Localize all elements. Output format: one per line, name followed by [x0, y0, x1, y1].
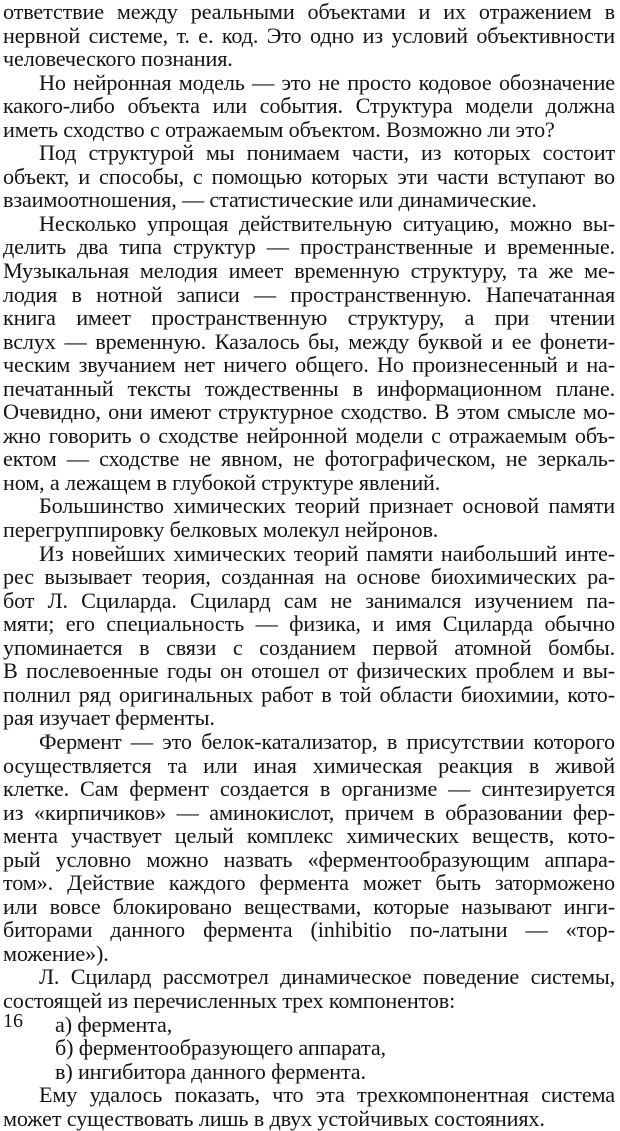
text-line: ектом — сходстве не явном, не фотографическом, не зеркаль-	[3, 446, 615, 472]
list-item: в) ингибитора данного фермента.	[55, 1058, 366, 1084]
text-line: бот Л. Сциларда. Сцилард сам не занимался изучением па-	[3, 587, 615, 613]
text-line: ческим звучанием нет ничего общего. Но произнесенный и на-	[3, 352, 615, 378]
text-line: В послевоенные годы он отошел от физических проблем и вы-	[3, 658, 615, 684]
text-line: клетке. Сам фермент создается в организме — синтезируется	[3, 776, 615, 802]
text-line: иметь сходство с отражаемым объектом. Возможно ли это?	[3, 116, 555, 142]
text-line: осуществляется та или иная химическая реакция в живой	[3, 752, 615, 778]
text-line: Под структурой мы понимаем части, из которых состоит	[39, 140, 615, 166]
text-line: печатанный тексты тождественны в информационном плане.	[3, 375, 615, 401]
text-line: может существовать лишь в двух устойчивых состояниях.	[3, 1105, 545, 1131]
text-line: рес вызывает теория, созданная на основе биохимических ра-	[3, 564, 615, 590]
text-line: какого-либо объекта или события. Структура модели должна	[3, 93, 615, 119]
text-line: объект, и способы, с помощью которых эти части вступают во	[3, 163, 615, 189]
text-line: биторами данного фермента (inhibitio по-латыни — «тор-	[3, 917, 615, 943]
text-line: Большинство химических теорий признает основой памяти	[39, 493, 615, 519]
text-line: рая изучает ферменты.	[3, 705, 215, 731]
page-number: 16	[3, 1010, 23, 1032]
text-line: вслух — временную. Казалось бы, между буквой и ее фонети-	[3, 328, 615, 354]
text-line: делить два типа структур — пространственные и временные.	[3, 234, 615, 260]
text-line: перегруппировку белковых молекул нейронов.	[3, 517, 439, 543]
text-line: рый условно можно назвать «ферментообразующим аппара-	[3, 846, 615, 872]
text-line: мента участвует целый комплекс химических веществ, кото-	[3, 823, 615, 849]
text-line: взаимоотношения, — статистические или динамические.	[3, 187, 537, 213]
list-item: б) ферментообразующего аппарата,	[55, 1035, 386, 1061]
text-line: Несколько упрощая действительную ситуацию, можно вы-	[39, 210, 615, 236]
text-line: или вовсе блокировано веществами, которые называют инги-	[3, 893, 615, 919]
text-line: книга имеет пространственную структуру, а при чтении	[3, 305, 615, 331]
text-line: Ему удалось показать, что эта трехкомпонентная система	[39, 1082, 615, 1108]
text-line: Очевидно, они имеют структурное сходство. В этом смысле мо-	[3, 399, 615, 425]
text-line: том». Действие каждого фермента может быть заторможено	[3, 870, 615, 896]
text-line: лодия в нотной записи — пространственную. Напечатанная	[3, 281, 615, 307]
text-line: жно говорить о сходстве нейронной модели с отражаемым объ-	[3, 422, 615, 448]
text-line: ном, а лежащем в глубокой структуре явлений.	[3, 469, 441, 495]
text-line: упоминается в связи с созданием первой атомной бомбы.	[3, 634, 615, 660]
text-line: ответствие между реальными объектами и их отражением в	[3, 0, 615, 24]
list-item: а) фермента,	[55, 1011, 173, 1037]
text-line: Но нейронная модель — это не просто кодовое обозначение	[39, 69, 615, 95]
text-line: Фермент — это белок-катализатор, в присутствии которого	[39, 728, 615, 754]
text-line: мяти; его специальность — физика, и имя Сциларда обычно	[3, 611, 615, 637]
text-line: можение»).	[3, 940, 109, 966]
text-line: состоящей из перечисленных трех компонентов:	[3, 987, 456, 1013]
text-line: полнил ряд оригинальных работ в той области биохимии, кото-	[3, 681, 615, 707]
text-line: Из новейших химических теорий памяти наибольший инте-	[39, 540, 615, 566]
text-line: из «кирпичиков» — аминокислот, причем в образовании фер-	[3, 799, 615, 825]
text-line: Л. Сцилард рассмотрел динамическое поведение системы,	[39, 964, 615, 990]
text-line: нервной системе, т. е. код. Это одно из условий объективности	[3, 22, 615, 48]
text-line: Музыкальная мелодия имеет временную структуру, та же ме-	[3, 258, 615, 284]
text-line: человеческого познания.	[3, 46, 233, 72]
page-body	[3, 0, 615, 1130]
